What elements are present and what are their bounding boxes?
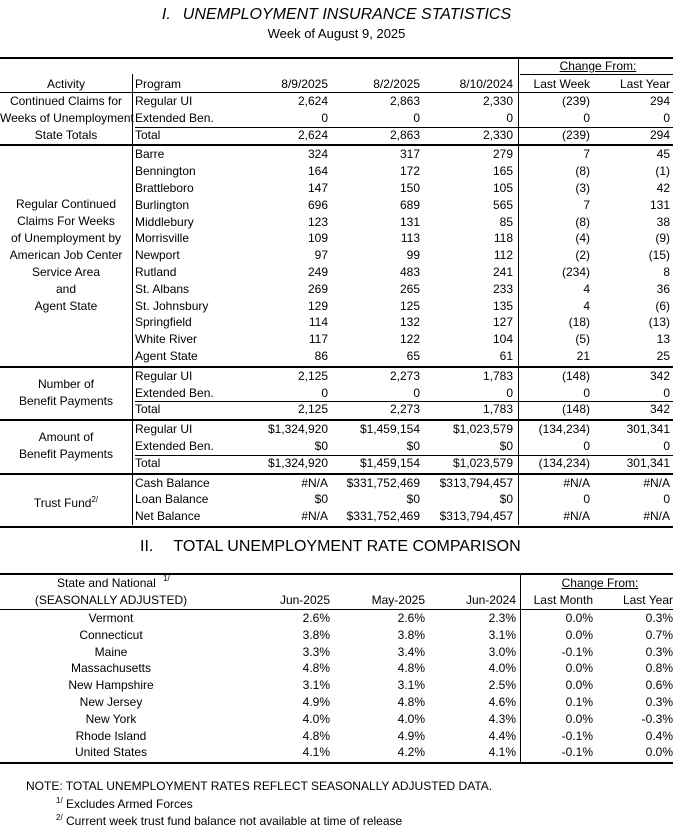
table-cell: 0 [663,385,670,400]
table-cell: 0 [583,110,590,125]
footnote-2-text: Current week trust fund balance not available at time of release [66,814,403,828]
header-col-2: 8/9/2025 [281,77,328,91]
rate-cell: 2.6% [302,611,330,625]
state-header-line2: (SEASONALLY ADJUSTED) [34,593,188,607]
state-name: Maine [94,644,128,659]
section1-subtitle: Week of August 9, 2025 [267,26,406,41]
table-cell: 117 [308,332,328,347]
table-cell: (239) [561,94,590,108]
activity-label: and [55,282,77,297]
rate-cell: 4.0% [488,661,516,676]
table-cell: 1,783 [482,368,513,383]
table-cell: $0 [499,492,513,507]
header-col-3: 8/2/2025 [373,77,420,91]
table-cell: 483 [399,265,420,279]
state-name: New Hampshire [68,678,154,693]
table-cell: 279 [492,147,513,162]
table-cell: 689 [399,197,420,212]
table-cell: $313,794,457 [439,509,513,524]
table-cell: 85 [499,214,513,229]
table-cell: 42 [656,181,670,195]
header-col-4: 8/10/2024 [459,77,513,91]
program-label: Rutland [135,265,177,279]
table-cell: 123 [307,214,328,229]
table-cell: 7 [583,147,590,162]
state-header-footnote: 1/ [163,574,170,583]
table-cell: (4) [575,231,590,246]
program-label: Regular UI [135,94,193,108]
table-cell: (1) [655,164,670,179]
table-cell: 105 [492,181,513,195]
table-cell: 324 [307,147,328,162]
table-cell: 112 [493,248,513,263]
rate-cell: 0.0% [645,745,673,760]
rate-cell: 4.8% [397,695,425,709]
section1-title-text: UNEMPLOYMENT INSURANCE STATISTICS [182,6,512,23]
rate-cell: 0.8% [645,661,673,676]
activity-label: Amount of [38,430,94,445]
section2-numeral: II. [140,538,154,555]
footnote-1-text: Excludes Armed Forces [66,797,193,811]
rate-cell: 3.0% [488,644,516,659]
rate-cell: 0.3% [645,611,673,625]
activity-label: Continued Claims for [9,93,123,108]
table-cell: (148) [561,368,590,383]
rate-cell: 3.8% [302,627,330,642]
table-cell: 265 [399,281,420,296]
rate-cell: 4.1% [488,745,516,760]
change-from-header: Change From: [559,59,637,73]
program-label: Barre [135,147,165,162]
program-label: Extended Ben. [135,439,214,453]
table-cell: 65 [406,349,420,363]
table-cell: $0 [314,492,328,507]
table-cell: 122 [399,332,420,347]
change-from-header-2: Change From: [561,576,639,590]
program-label: Springfield [135,315,192,330]
table-cell: 1,783 [482,402,513,417]
state-name: Massachusetts [70,661,152,676]
table-cell: 61 [499,349,513,363]
program-label: Cash Balance [135,475,210,490]
table-cell: 2,273 [389,402,420,417]
rate-cell: 4.9% [397,728,425,743]
table-cell: (13) [648,315,670,330]
table-cell: #N/A [301,475,328,490]
rate-cell: 4.2% [397,745,425,760]
table-cell: 2,330 [482,94,513,108]
table-cell: 45 [656,147,670,162]
footnote-1 [56,796,193,811]
table-cell: 129 [307,298,328,313]
rate-cell: 0.0% [565,661,593,676]
table-cell: 114 [308,315,328,330]
activity-label: Benefit Payments [18,447,114,462]
table-cell: 8 [663,265,670,279]
rate-cell: 3.1% [397,678,425,693]
state-name: United States [74,745,148,760]
table-cell: 125 [399,298,420,313]
table-cell: 0 [663,439,670,453]
table-cell: 249 [307,265,328,279]
table-cell: 150 [399,181,420,195]
table-cell: $0 [314,439,328,453]
footnote-1-mark: 1/ [56,796,63,805]
rate-cell: 2.5% [488,678,516,693]
table-cell: 132 [399,315,420,330]
table-cell: 2,330 [482,127,513,142]
table-cell: #N/A [563,475,590,490]
rate-cell: 0.0% [565,711,593,726]
rate-cell: 4.1% [302,745,330,760]
rate-cell: -0.1% [561,728,593,743]
rate-cell: 4.8% [302,661,330,676]
program-label: Brattleboro [135,181,194,195]
table-cell: (148) [561,402,590,417]
table-cell: 165 [492,164,513,179]
rate-header-1: May-2025 [371,593,425,607]
table-cell: 38 [656,214,670,229]
table2-bottom-rule [0,762,673,764]
rate-cell: 0.1% [565,695,593,709]
table-cell: 0 [663,110,670,125]
table-cell: 241 [492,265,513,279]
activity-label: American Job Center [9,248,123,263]
program-label: St. Albans [135,281,190,296]
state-name: Connecticut [79,627,143,642]
program-label: Agent State [135,349,198,363]
rate-cell: 2.3% [488,611,516,625]
program-label: Extended Ben. [135,110,214,125]
table-cell: #N/A [643,475,670,490]
table-cell: #N/A [563,509,590,524]
table-cell: 294 [649,94,670,108]
rate-cell: 3.1% [488,627,516,642]
program-label: Bennington [135,164,196,179]
table-cell: 2,863 [389,94,420,108]
table-cell: $331,752,469 [346,509,420,524]
table-cell: 317 [399,147,420,162]
table-cell: #N/A [643,509,670,524]
table-cell: 233 [492,281,513,296]
table-cell: 565 [492,197,513,212]
rate-cell: 3.8% [397,627,425,642]
header-col-5: Last Week [533,77,590,91]
section2-title-text: TOTAL UNEMPLOYMENT RATE COMPARISON [173,538,521,555]
table-cell: 269 [307,281,328,296]
table-cell: (5) [575,332,590,347]
table-cell: 0 [583,439,590,453]
table-cell: 0 [663,492,670,507]
rate-cell: 4.3% [488,711,516,726]
rate-cell: -0.1% [561,644,593,659]
table-cell: 0 [506,385,513,400]
table-cell: 147 [307,181,328,195]
table-cell: 172 [399,164,420,179]
table-cell: (3) [575,181,590,195]
rate-change-divider [520,574,521,763]
table-cell: $313,794,457 [439,475,513,490]
header-activity: Activity [46,77,85,91]
table-cell: 21 [576,349,590,363]
activity-label: Agent State [34,299,98,314]
activity-label: Regular Continued [15,197,117,212]
program-label: Regular UI [135,422,193,437]
table-cell: 131 [399,214,420,229]
table-cell: 127 [492,315,513,330]
table-cell: 294 [649,127,670,142]
activity-label: Trust Fund$^{2/}$ [33,495,99,511]
program-label: St. Johnsbury [135,298,209,313]
table-cell: $1,459,154 [359,422,420,437]
rate-header-4: Last Year [622,593,673,607]
footnote-2 [56,813,402,828]
table-cell: $0 [406,439,420,453]
header-program: Program [135,77,182,91]
state-name: New Jersey [79,695,143,709]
table-cell: $0 [406,492,420,507]
table-cell: $0 [499,439,513,453]
rate-cell: 0.0% [565,678,593,693]
table-cell: (134,234) [538,455,590,470]
table-cell: (134,234) [538,422,590,437]
table-cell: 0 [583,492,590,507]
rate-header-2: Jun-2024 [465,593,516,607]
rate-cell: 3.1% [302,678,330,693]
program-label: Burlington [135,197,190,212]
activity-label: Benefit Payments [18,394,114,408]
table-cell: 104 [492,332,513,347]
table-cell: (6) [655,298,670,313]
table-cell: 113 [400,231,420,246]
rate-header-3: Last Month [533,593,593,607]
table-cell: 131 [649,197,670,212]
table-cell: 99 [406,248,420,263]
activity-label: Number of [37,377,95,391]
table-cell: #N/A [301,509,328,524]
program-label: Net Balance [135,509,201,524]
program-label: Total [135,402,161,417]
rate-cell: 4.8% [302,728,330,743]
table-cell: 0 [583,385,590,400]
table-cell: $1,324,920 [267,455,328,470]
table-cell: 0 [321,385,328,400]
table-cell: (239) [561,127,590,142]
rate-cell: 0.3% [645,644,673,659]
rate-cell: 4.8% [397,661,425,676]
rate-header-0: Jun-2025 [279,593,330,607]
table-cell: (8) [575,164,590,179]
table-cell: 696 [307,197,328,212]
table-cell: 4 [583,281,590,296]
table-cell: 0 [413,385,420,400]
table-cell: $1,459,154 [359,455,420,470]
section1-numeral: I. [161,6,171,23]
state-name: Rhode Island [75,728,147,743]
rate-cell: 2.6% [397,611,425,625]
activity-label: of Unemployment by [10,231,122,246]
table-cell: $331,752,469 [346,475,420,490]
rate-cell: 4.0% [302,711,330,726]
table-cell: 36 [656,281,670,296]
table-cell: 2,125 [297,402,328,417]
rate-cell: 4.6% [488,695,516,709]
table-cell: 342 [649,368,670,383]
table-cell: 4 [583,298,590,313]
rate-cell: 0.0% [565,611,593,625]
state-name: Vermont [88,611,134,625]
program-label: Regular UI [135,368,193,383]
table-cell: 0 [413,110,420,125]
table-cell: 301,341 [626,422,670,437]
table-cell: 86 [314,349,328,363]
rate-cell: 4.0% [397,711,425,726]
table-cell: 2,863 [389,127,420,142]
table-cell: 97 [314,248,328,263]
table-cell: 2,125 [297,368,328,383]
table-cell: 25 [656,349,670,363]
note-text: NOTE: TOTAL UNEMPLOYMENT RATES REFLECT SEASONALLY ADJUSTED DATA. [26,779,493,793]
program-label: Extended Ben. [135,385,214,400]
program-label: Middlebury [135,214,194,229]
program-label: Morrisville [135,231,189,246]
table-cell: (234) [561,265,590,279]
footnote-2-mark: 2/ [56,813,63,822]
table-cell: $1,023,579 [452,455,513,470]
rate-cell: 3.3% [302,644,330,659]
table-cell: 0 [321,110,328,125]
rate-cell: 0.4% [645,728,673,743]
program-label: Total [135,455,161,470]
rate-cell: 3.4% [397,644,425,659]
rate-cell: 0.6% [645,678,673,693]
rate-cell: 0.7% [645,627,673,642]
table-cell: 13 [656,332,670,347]
table-cell: (18) [568,315,590,330]
table-cell: $1,324,920 [267,422,328,437]
table-cell: 109 [307,231,328,246]
header-col-6: Last Year [619,77,670,91]
rate-cell: -0.3% [641,711,673,726]
footnote-mark: 2/ [91,495,99,505]
rate-cell: -0.1% [561,745,593,760]
state-header-line1: State and National [57,576,156,590]
rate-cell: 0.3% [645,695,673,709]
table-cell: 118 [493,231,513,246]
table-cell: 0 [506,110,513,125]
rate-cell: 0.0% [565,627,593,642]
table-cell: 2,624 [297,127,328,142]
program-label: Loan Balance [135,492,209,507]
table-cell: 342 [649,402,670,417]
activity-label: Weeks of Unemployment [0,110,134,125]
table-cell: (8) [575,214,590,229]
program-label: White River [135,332,198,347]
table-cell: 2,273 [389,368,420,383]
activity-label: Service Area [31,265,101,280]
table-cell: $1,023,579 [452,422,513,437]
rate-cell: 4.4% [488,728,516,743]
activity-label: Claims For Weeks [17,214,115,229]
table-cell: 2,624 [297,94,328,108]
activity-label: State Totals [34,127,98,142]
table-cell: 164 [307,164,328,179]
table-cell: (2) [575,248,590,263]
table-cell: (15) [648,248,670,263]
state-name: New York [85,711,137,726]
program-label: Total [135,127,161,142]
table-cell: 7 [583,197,590,212]
program-label: Newport [135,248,180,263]
table-cell: (9) [655,231,670,246]
table-cell: 301,341 [626,455,670,470]
table-cell: 135 [492,298,513,313]
rate-cell: 4.9% [302,695,330,709]
